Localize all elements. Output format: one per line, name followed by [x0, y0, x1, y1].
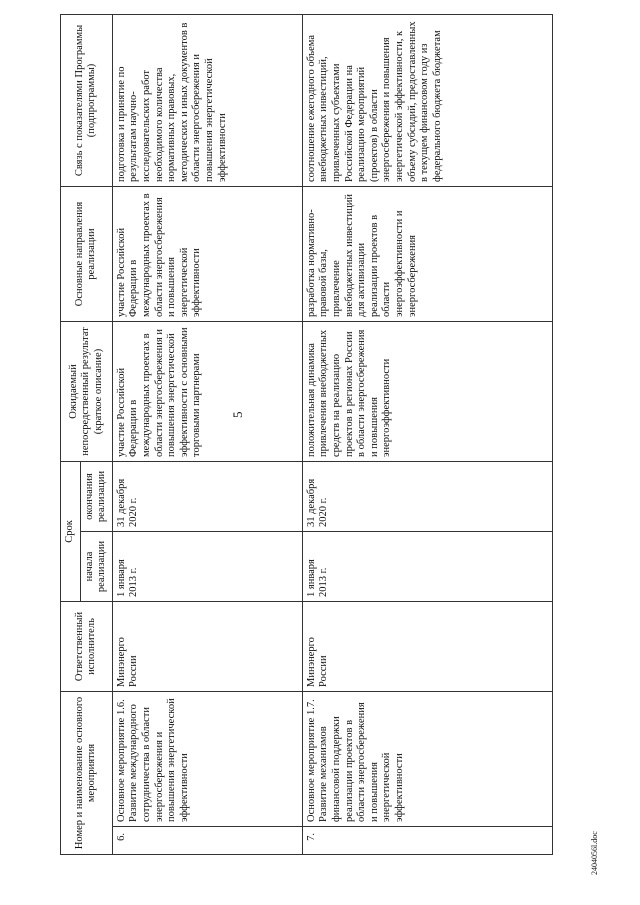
- landscape-sheet: [60, 15, 600, 855]
- header-start: начала реализации: [80, 532, 112, 602]
- measure-start: 1 января 2013 г.: [302, 532, 552, 602]
- header-term: Срок: [61, 461, 81, 601]
- header-result: Ожидаемый непосредственный результат (краткое описание): [61, 321, 113, 461]
- header-executor: Ответственный исполнитель: [61, 602, 113, 692]
- measure-executor: Минэнерго России: [112, 602, 302, 692]
- measure-end: 31 декабря 2020 г.: [112, 461, 302, 531]
- measure-directions: участие Российской Федерации в международных проектах в области энергосбережения и повышения энергетической эффективности: [112, 186, 302, 321]
- measure-name: Основное мероприятие 1.6. Развитие международного сотрудничества в области энергосбережения и повышения энергетической эффективности: [112, 692, 302, 827]
- measure-link: соотношение ежегодного объема внебюджетных инвестиций, привлеченных субъектами Российской Федерации на реализацию мероприятий (проектов) в области энергосбережения и повышения энергетической эффективности, к объему субсидий, предоставленных в текущем финансовом году из федерального бюджета бюджетам: [302, 14, 552, 186]
- header-directions: Основные направления реализации: [61, 186, 113, 321]
- measure-start: 1 января 2013 г.: [112, 532, 302, 602]
- measures-table: [60, 14, 553, 855]
- row-number: 6.: [112, 827, 302, 855]
- table-row: [302, 14, 552, 854]
- row-number: 7.: [302, 827, 552, 855]
- header-name: Номер и наименование основного мероприятия: [61, 692, 113, 855]
- measure-result: положительная динамика привлечения внебюджетных средств на реализацию проектов в регионах России в области энергосбережения и повышения энергоэффективности: [302, 321, 552, 461]
- measure-name: Основное мероприятие 1.7. Развитие механизмов финансовой поддержки реализации проектов в области энергосбережения и повышения энергетической эффективности: [302, 692, 552, 827]
- measure-end: 31 декабря 2020 г.: [302, 461, 552, 531]
- header-link: Связь с показателями Программы (подпрограммы): [61, 14, 113, 186]
- measure-executor: Минэнерго России: [302, 602, 552, 692]
- measure-directions: разработка нормативно-правовой базы, привлечение внебюджетных инвестиций для активизации реализации проектов в области энергоэффективности и энергосбережения: [302, 186, 552, 321]
- measure-result: участие Российской Федерации в международных проектах в области энергосбережения и повышения энергетической эффективности с основными торговыми партнерами: [112, 321, 302, 461]
- header-end: окончания реализации: [80, 461, 112, 531]
- measure-link: подготовка и принятие по результатам научно-исследовательских работ необходимого количества нормативных правовых, методических и иных документов в области энергосбережения и повышения энергетической эффективности: [112, 14, 302, 186]
- table-row: [112, 14, 302, 854]
- document-id: 2404056l.doc: [590, 831, 599, 875]
- page-number: 5: [230, 411, 245, 418]
